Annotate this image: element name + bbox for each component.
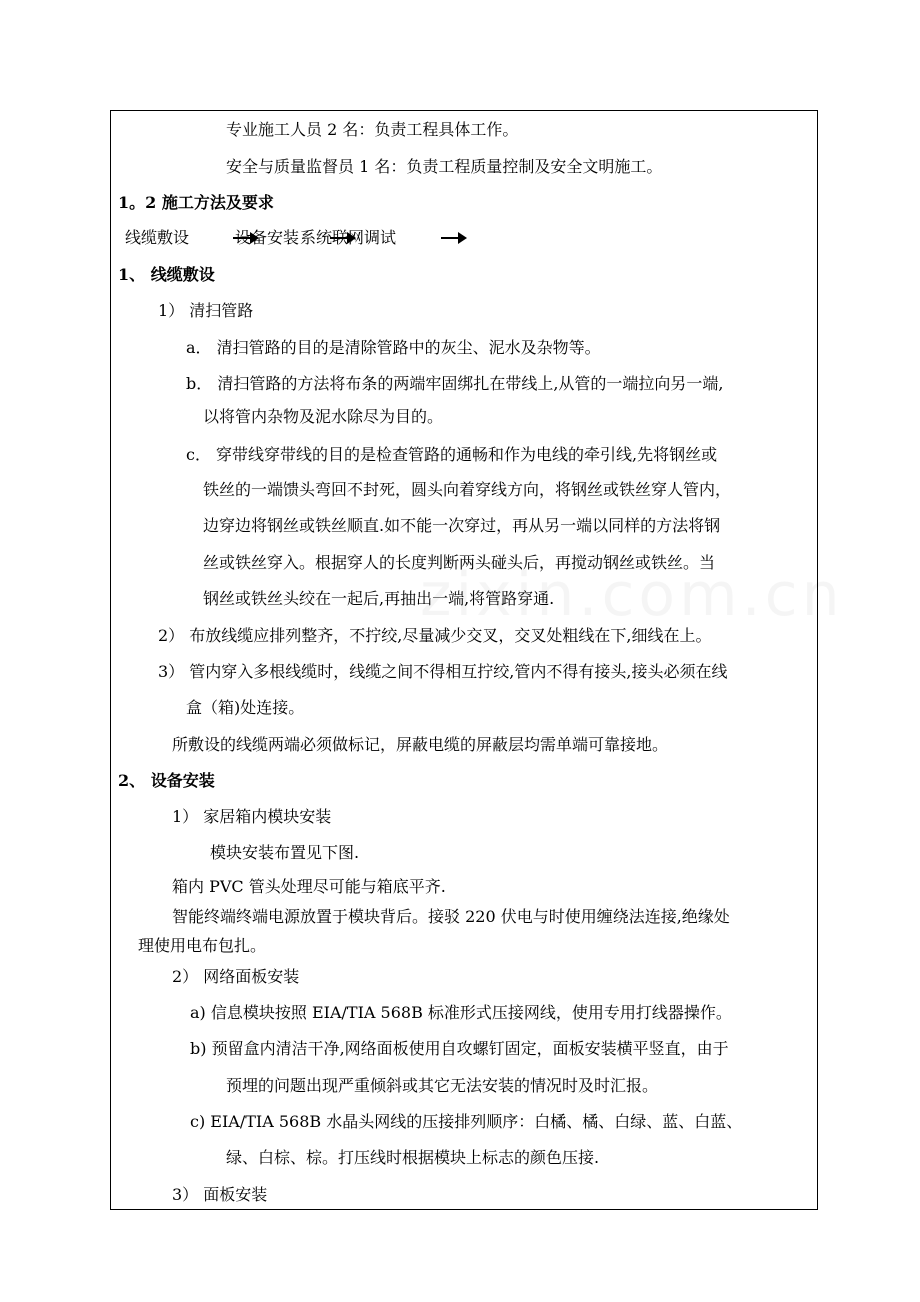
section-heading-equipment: 2、 设备安装 [118,771,215,790]
pvc-note: 箱内 PVC 管头处理尽可能与箱底平齐. [172,877,446,896]
section-heading-1-2: 1。2 施工方法及要求 [118,193,274,212]
item-c-5: 钢丝或铁丝头绞在一起后,再抽出一端,将管路穿通. [203,589,555,608]
item-b-1: b． 清扫管路的方法将布条的两端牢固绑扎在带线上,从管的一端拉向另一端, [186,374,724,393]
item-3-faceplate: 3） 面板安装 [172,1185,268,1204]
staff-line-1: 专业施工人员 2 名：负责工程具体工作。 [226,120,519,139]
item-1-module: 1） 家居箱内模块安装 [172,807,332,826]
power-note-2: 理使用电布包扎。 [138,936,267,955]
marking-note: 所敷设的线缆两端必须做标记，屏蔽电缆的屏蔽层均需单端可靠接地。 [172,735,669,754]
item-c-2: 铁丝的一端馈头弯回不封死，圆头向着穿线方向，将钢丝或铁丝穿人管内， [203,480,732,499]
item-c-3: 边穿边将钢丝或铁丝顺直.如不能一次穿过，再从另一端以同样的方法将钢 [203,516,721,535]
item-2-panel: 2） 网络面板安装 [172,967,300,986]
item-3-multi-1: 3） 管内穿入多根线缆时，线缆之间不得相互拧绞,管内不得有接头,接头必须在线 [158,662,728,681]
item-2-arrange: 2） 布放线缆应排列整齐，不拧绞,尽量减少交叉，交叉处粗线在下,细线在上。 [158,626,712,645]
staff-line-2: 安全与质量监督员 1 名：负责工程质量控制及安全文明施工。 [226,157,663,176]
flow-step-equipment: 设备安装 [235,228,300,247]
item-b-box-1: b) 预留盒内清洁干净,网络面板使用自攻螺钉固定，面板安装横平竖直，由于 [190,1039,729,1058]
item-a-module: a) 信息模块按照 EIA/TIA 568B 标准形式压接网线，使用专用打线器操作。 [190,1003,732,1022]
item-1-clean: 1） 清扫管路 [158,301,254,320]
power-note-1: 智能终端终端电源放置于模块背后。接驳 220 伏电与时使用缠绕法连接,绝缘处 [172,907,730,926]
flow-arrow-3 [441,237,465,239]
item-c-1: c． 穿带线穿带线的目的是检查管路的通畅和作为电线的牵引线,先将钢丝或 [186,445,718,464]
item-b-box-2: 预埋的问题出现严重倾斜或其它无法安装的情况时及时汇报。 [226,1076,659,1095]
item-c-4: 丝或铁丝穿入。根据穿人的长度判断两头碰头后，再搅动钢丝或铁丝。当 [203,553,716,572]
item-3-multi-2: 盒（箱)处连接。 [186,698,305,717]
flow-step-cable: 线缆敷设 [125,228,190,247]
item-c-rj45-1: c) EIA/TIA 568B 水晶头网线的压接排列顺序：白橘、橘、白绿、蓝、白蓝、 [190,1112,743,1131]
item-c-rj45-2: 绿、白棕、棕。打压线时根据模块上标志的颜色压接. [226,1148,600,1167]
module-layout-note: 模块安装布置见下图. [210,843,360,862]
process-flow [125,228,485,250]
item-a: a． 清扫管路的目的是清除管路中的灰尘、泥水及杂物等。 [186,338,601,357]
section-heading-cable: 1、 线缆敷设 [118,265,215,284]
flow-step-network: 系统联网调试 [300,228,397,247]
item-b-2: 以将管内杂物及泥水除尽为目的。 [203,407,444,426]
